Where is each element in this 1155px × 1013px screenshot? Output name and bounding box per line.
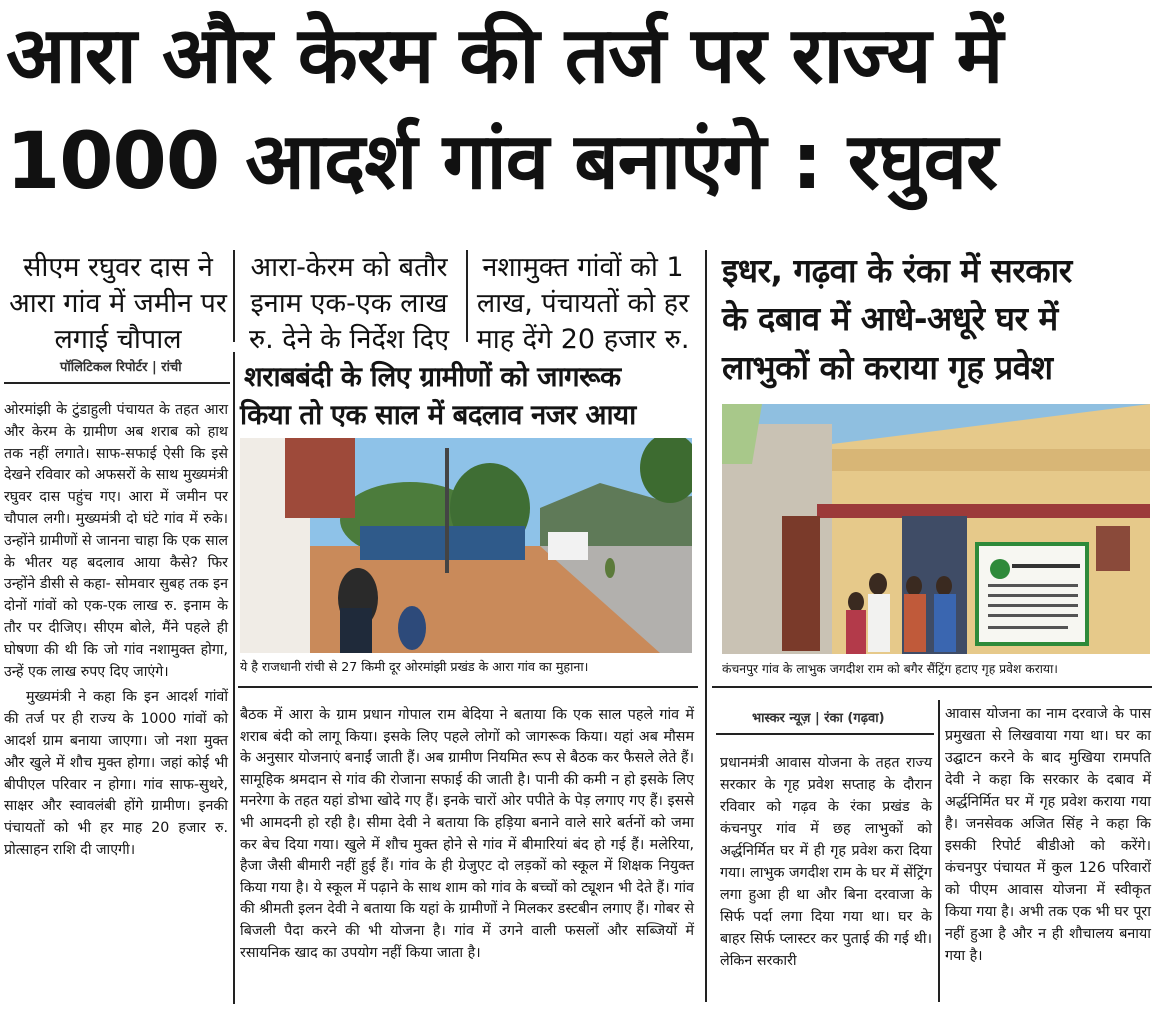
left-byline-rule bbox=[4, 382, 230, 384]
right-byline-place: रंका (गढ़वा) bbox=[824, 711, 885, 726]
left-byline bbox=[60, 357, 182, 375]
deck-3: नशामुक्त गांवों को 1 लाख, पंचायतों को हर माह देंगे 20 हजार रु. bbox=[476, 252, 690, 355]
column-divider-right bbox=[705, 250, 707, 1002]
right-byline-rule bbox=[716, 733, 934, 735]
middle-caption-rule bbox=[238, 686, 698, 688]
middle-story-body: बैठक में आरा के ग्राम प्रधान गोपाल राम बेदिया ने बताया कि एक साल पहले गांव में शराब बंदी को लागू किया। इसके लिए पहले लोगों को जागरूक किया। यहां अब मौसम के अनुसार योजनाएं बनाईं जाती हैं। अब ग्रामीण नियमित रूप से बैठक कर फैसले लेते हैं। सामूहिक श्रमदान से गांव की रोजाना सफाई की जाती है। पानी की कमी न हो इसके लिए मनरेगा के तहत यहां डोभा खोदे गए हैं। इनके चारों ओर पपीते के पेड़ लगाए गए हैं। इससे भी आमदनी हो रही है। सीमा देवी ने बताया कि हड़िया बनाने वाले सारे बर्तनों को जमा कर बेच दिया गया। खुले में शौच मुक्त होने से गांव में बीमारियां बंद हो गई हैं। मलेरिया, हैजा जैसी बीमारी नहीं हुई हैं। गांव के ही ग्रेजुएट दो लड़कों को स्कूल में शिक्षक नियुक्त किया गया है। ये स्कूल में पढ़ाने के साथ शाम को गांव के बच्चों को ट्यूशन भी देते हैं। गांव की श्रीमती इलन देवी ने बताया कि यहां के ग्रामीणों ने मिलकर डस्टबीन लगाए हैं। गोबर से बिजली पैदा करने की भी योजना है। गांव में उगने वाली फसलों और सब्जियों में रसायनिक खाद का उपयोग नहीं किया जाता है। bbox=[240, 707, 694, 961]
middle-subhead-line-2: किया तो एक साल में बदलाव नजर आया bbox=[240, 399, 636, 431]
byline-separator: | bbox=[152, 360, 162, 375]
right-story-col-1: प्रधानमंत्री आवास योजना के तहत राज्य सरकार के गृह प्रवेश सप्ताह के दौरान रविवार को गढ़व के रंका प्रखंड के कंचनपुर गांव में छह लाभुकों को अर्द्धनिर्मित घर में ही गृह प्रवेश करा दिया गया। लाभुक जगदीश राम के घर में सेंट्रिंग लगा हुआ ही था और बिना दरवाजा के सिर्फ पर्दा लगा दिया गया था। घर के बाहर सिर्फ प्लास्टर कर पुताई की गई थी। लेकिन सरकारी bbox=[720, 755, 932, 969]
deck-2: आरा-केरम को बतौर इनाम एक-एक लाख रु. देने के निर्देश दिए bbox=[248, 252, 450, 355]
village-scene-illustration bbox=[240, 438, 692, 653]
right-story-col-2: आवास योजना का नाम दरवाजे के पास प्रमुखता से लिखवाया गया था। घर का उद्घाटन करने के बाद मुखिया रामपति देवी ने कहा कि सरकार के दबाव में अर्द्धनिर्मित घर में गृह प्रवेश कराया गया है। जनसेवक अजित सिंह ने कहा कि इसकी रिपोर्ट बीडीओ को करेंगे। कंचनपुर पंचायत में कुल 126 परिवारों को पीएम आवास योजना में स्वीकृत किया गया है। अभी तक एक भी घर पूरा नहीं हुआ है और न ही शौचालय बनाया गया है। bbox=[945, 706, 1151, 964]
right-headline-line-3: लाभुकों को कराया गृह प्रवेश bbox=[722, 348, 1053, 387]
middle-photo-caption: ये है राजधानी रांची से 27 किमी दूर ओरमांझी प्रखंड के आरा गांव का मुहाना। bbox=[240, 659, 589, 674]
byline-name: पॉलिटिकल रिपोर्टर bbox=[60, 360, 148, 375]
right-headline-line-1: इधर, गढ़वा के रंका में सरकार bbox=[722, 251, 1072, 290]
left-story-body bbox=[4, 400, 228, 862]
right-byline bbox=[752, 708, 885, 726]
house-entry-photo bbox=[722, 404, 1150, 654]
byline-place: रांची bbox=[161, 360, 182, 375]
right-caption-rule bbox=[712, 686, 1152, 688]
headline-line-1: आरा और केरम की तर्ज पर राज्य में bbox=[6, 11, 1003, 101]
right-column-divider bbox=[938, 700, 940, 1002]
deck-1: सीएम रघुवर दास ने आरा गांव में जमीन पर लगाई चौपाल bbox=[9, 252, 227, 355]
right-byline-separator: | bbox=[814, 711, 825, 726]
village-entrance-photo bbox=[240, 438, 692, 653]
left-para-2: मुख्यमंत्री ने कहा कि इन आदर्श गांवों की तर्ज पर ही राज्य के 1000 गांवों को आदर्श ग्राम बनाया जाएगा। जो नशा मुक्त और खुले में शौच मुक्त होगा। जहां कोई भी बीपीएल परिवार न होगा। गांव साफ-सुथरे, साक्षर और स्वावलंबी होंगे ग्रामीण। इनकी पंचायतों को भी हर माह 20 हजार रु. प्रोत्साहन राशि दी जाएगी। bbox=[4, 689, 228, 858]
house-scene-illustration bbox=[722, 404, 1150, 654]
right-byline-name: भास्कर न्यूज़ bbox=[752, 711, 811, 726]
right-headline-line-2: के दबाव में आधे-अधूरे घर में bbox=[722, 299, 1058, 338]
headline-line-2: 1000 आदर्श गांव बनाएंगे : रघुवर bbox=[6, 117, 998, 207]
deck-divider-2 bbox=[466, 250, 468, 342]
column-divider-left bbox=[233, 352, 235, 1004]
middle-subhead-line-1: शराबबंदी के लिए ग्रामीणों को जागरूक bbox=[244, 361, 621, 393]
right-photo-caption: कंचनपुर गांव के लाभुक जगदीश राम को बगैर सैंट्रिंग हटाए गृह प्रवेश कराया। bbox=[722, 662, 1058, 676]
deck-divider-1 bbox=[233, 250, 235, 342]
left-para-1: ओरमांझी के टुंडाहुली पंचायत के तहत आरा और केरम के ग्रामीण अब शराब को हाथ तक नहीं लगाते। साफ-सफाई ऐसी कि इसे देखने रविवार को अफसरों के साथ मुख्यमंत्री रघुवर दास पहुंच गए। आरा में जमीन पर चौपाल लगी। मुख्यमंत्री दो घंटे गांव में रुके। उन्होंने ग्रामीणों से जानना चाहा कि एक साल के भीतर यह बदलाव आया कैसे? फिर उन्होंने डीसी से कहा- सोमवार सुबह तक इन दोनों गांवों को एक-एक लाख रु. इनाम के तौर पर दीजिए। सीएम बोले, मैंने पहले ही घोषणा की थी कि जो गांव नशामुक्त होगा, उन्हें एक लाख रुपए दिए जाएंगे। bbox=[4, 402, 228, 680]
